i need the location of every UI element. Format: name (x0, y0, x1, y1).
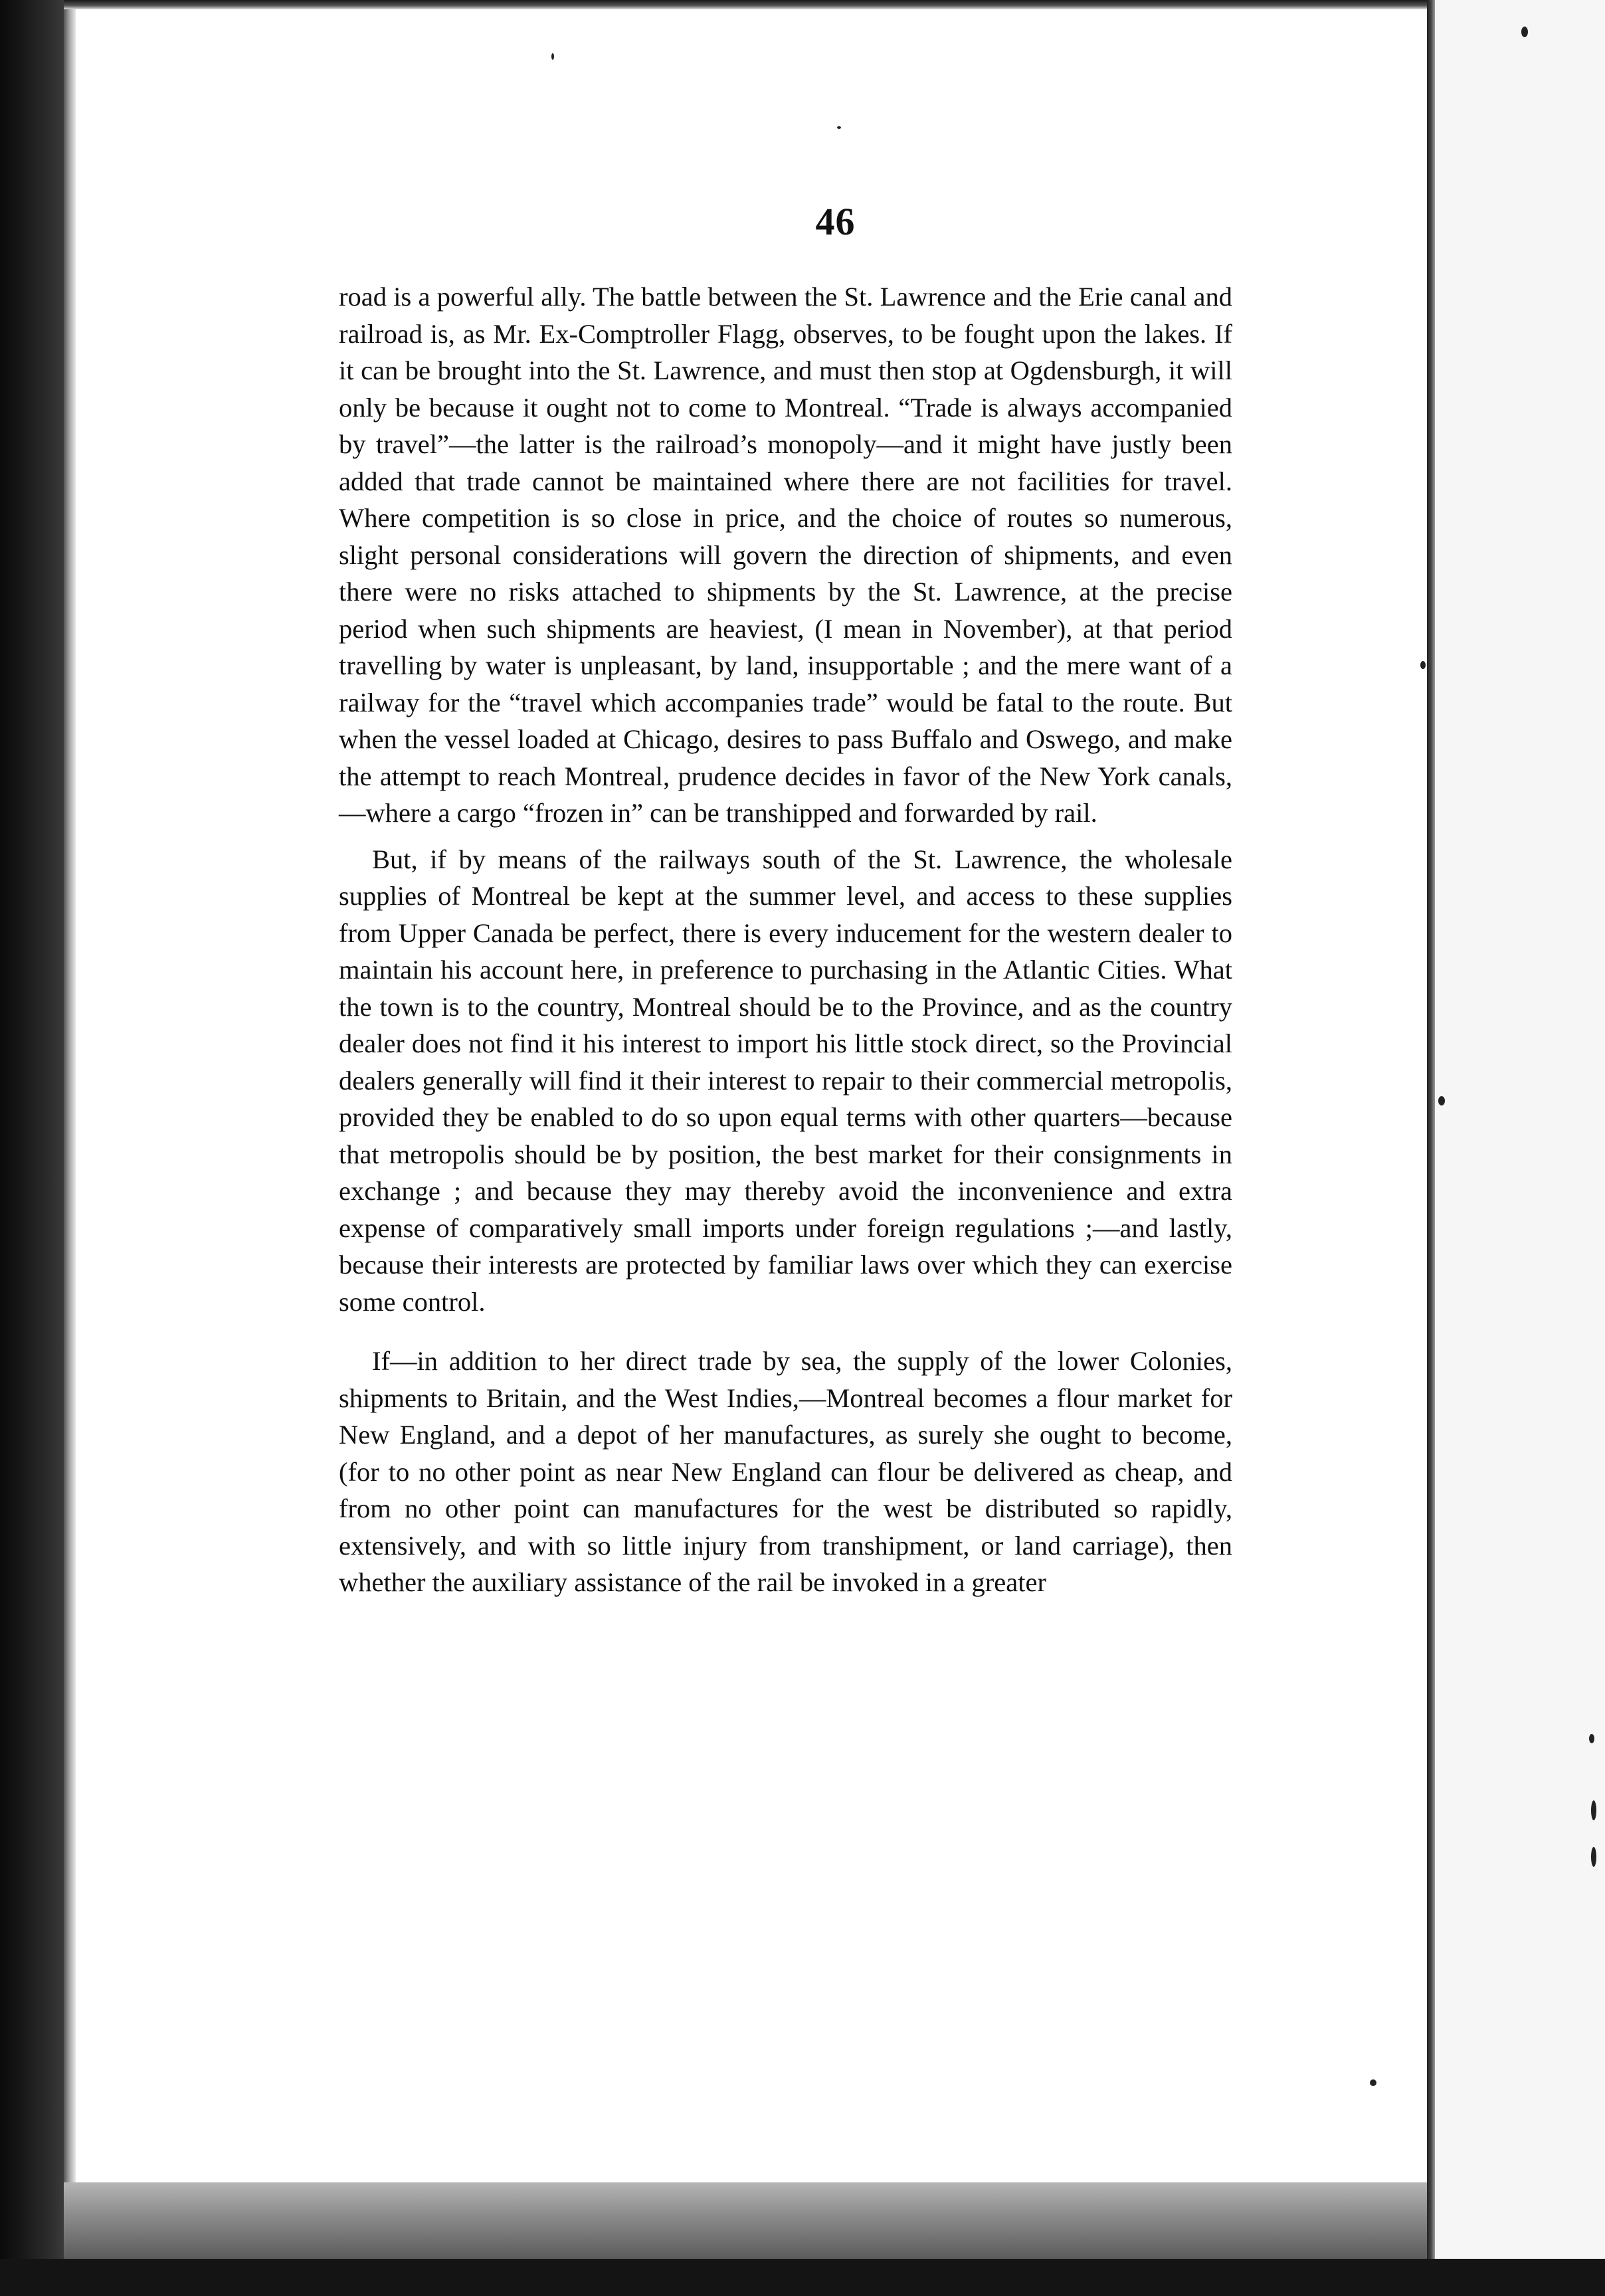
page-number: 46 (815, 200, 856, 243)
scan-border-bottom-dark (0, 2259, 1605, 2296)
scan-border-left-fade (64, 0, 76, 2296)
scan-speck (1420, 661, 1426, 669)
paragraph: If—in addition to her direct trade by sea, the supply of the lower Colonies, shipments to Britain, and the West Indies,—Montreal becomes a flour market for New England, and a depot of her manufactures, as surely she ought to become, (for to no other point as near New England can flour be delivered as cheap, and from no other point can manufactures for the west be distributed so rapidly, extensively, and with so little injury from transhipment, or land carriage), then whether the auxiliary assistance of the rail be invoked in a greater (339, 1346, 1232, 1597)
scan-speck (551, 53, 554, 60)
scan-border-top (64, 0, 1605, 9)
paragraph: road is a powerful ally. The battle between the St. Lawrence and the Erie canal and railroad is, as Mr. Ex-Comptroller Flagg, observes, to be fought upon the lakes. If it can be brought into the St. Lawrence, and must then stop at Ogdensburgh, it will only be because it ought not to come to Montreal. “Trade is always accompanied by travel”—the latter is the railroad’s monopoly—and it might have justly been added that trade cannot be maintained where there are not facilities for travel. Where competition is so close in price, and the choice of routes so numerous, slight personal considerations will govern the direction of shipments, and even there were no risks attached to shipments by the St. Lawrence, at the precise period when such shipments are heaviest, (I mean in November), at that period travelling by water is unpleasant, by land, insupportable ; and the mere want of a railway for the “travel which accompanies trade” would be fatal to the route. But when the vessel loaded at Chicago, desires to pass Buffalo and Oswego, and make the attempt to reach Montreal, prudence decides in favor of the New York canals,—where a cargo “frozen in” can be transhipped and forwarded by rail. (339, 282, 1232, 828)
scan-speck (837, 126, 841, 129)
scan-margin-right (1432, 0, 1605, 2296)
scan-speck (1521, 27, 1528, 37)
scan-speck (1591, 1847, 1596, 1867)
scan-speck (1589, 1734, 1594, 1743)
paragraph: But, if by means of the railways south of the St. Lawrence, the wholesale supplies of Montreal be kept at the summer level, and access to these supplies from Upper Canada be perfect, there is every inducement for the western dealer to maintain his account here, in preference to purchasing in the Atlantic Cities. What the town is to the country, Montreal should be to the Province, and as the country dealer does not find it his interest to import his little stock direct, so the Provincial dealers generally will find it their interest to repair to their commercial metropolis, provided they be enabled to do so upon equal terms with other quarters—because that metropolis should be by position, the best market for their consignments in exchange ; and because they may thereby avoid the inconvenience and extra expense of comparatively small imports under foreign regulations ;—and lastly, because their interests are protected by familiar laws over which they can exercise some control. (339, 844, 1232, 1317)
scan-speck (1438, 1096, 1445, 1105)
document-page (339, 199, 1232, 1601)
scan-speck (1370, 2079, 1376, 2086)
scan-border-right (1427, 0, 1435, 2296)
scan-border-left (0, 0, 64, 2296)
scan-speck (1591, 1800, 1596, 1820)
